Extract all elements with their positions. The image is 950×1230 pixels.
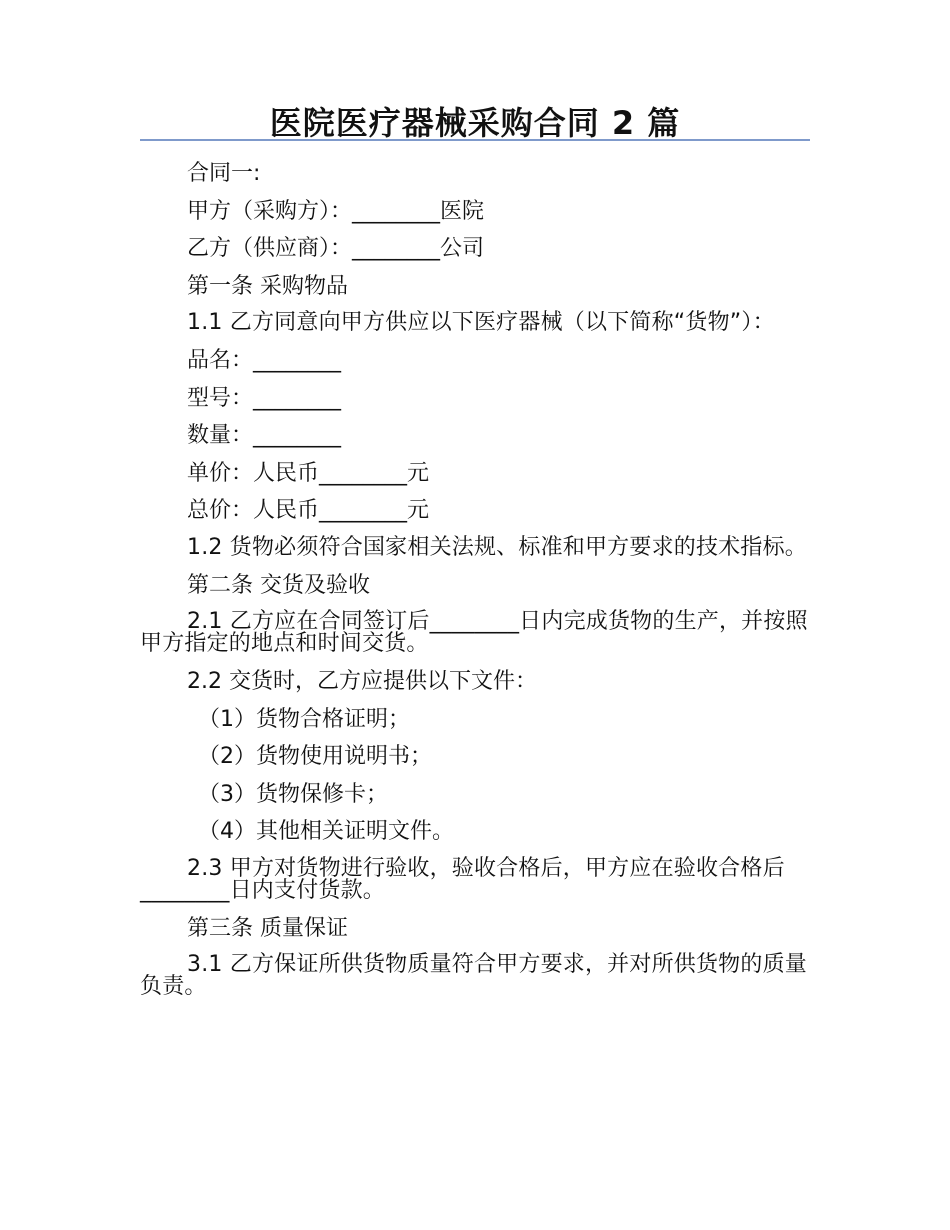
field-unit-price: 单价：人民币________元 [187, 460, 430, 486]
document-item-1: （1）货物合格证明； [198, 706, 410, 732]
document-item-3: （3）货物保修卡； [198, 781, 388, 807]
field-product-name: 品名：________ [187, 348, 342, 373]
document-item-4: （4）其他相关证明文件。 [198, 819, 454, 844]
clause-2-2: 2.2 交货时，乙方应提供以下文件： [187, 669, 537, 694]
document-body [140, 155, 810, 1006]
clause-1-2: 1.2 货物必须符合国家相关法规、标准和甲方要求的技术指标。 [187, 534, 807, 560]
field-quantity: 数量：________ [187, 423, 342, 448]
clause-3-1: 3.1 乙方保证所供货物质量符合甲方要求，并对所供货物的质量负责。 [140, 952, 807, 999]
field-model: 型号：________ [187, 385, 342, 411]
contract-heading: 合同一: [187, 161, 261, 186]
article-1-heading: 第一条 采购物品 [187, 273, 348, 299]
party-a-line: 甲方（采购方）：________医院 [187, 198, 485, 224]
article-3-heading: 第三条 质量保证 [187, 915, 348, 941]
party-b-line: 乙方（供应商）：________公司 [187, 236, 485, 261]
article-2-heading: 第二条 交货及验收 [187, 572, 370, 598]
clause-2-3: 2.3 甲方对货物进行验收，验收合格后，甲方应在验收合格后________日内支付货款。 [140, 855, 785, 903]
clause-2-1: 2.1 乙方应在合同签订后________日内完成货物的生产，并按照甲方指定的地点和时间交货。 [140, 609, 808, 656]
field-total-price: 总价：人民币________元 [187, 498, 430, 523]
clause-1-1: 1.1 乙方同意向甲方供应以下医疗器械（以下简称“货物”）： [187, 310, 775, 335]
document-item-2: （2）货物使用说明书； [198, 744, 432, 769]
title-underline [140, 139, 810, 141]
document-title: 医院医疗器械采购合同 2 篇 [269, 104, 681, 142]
